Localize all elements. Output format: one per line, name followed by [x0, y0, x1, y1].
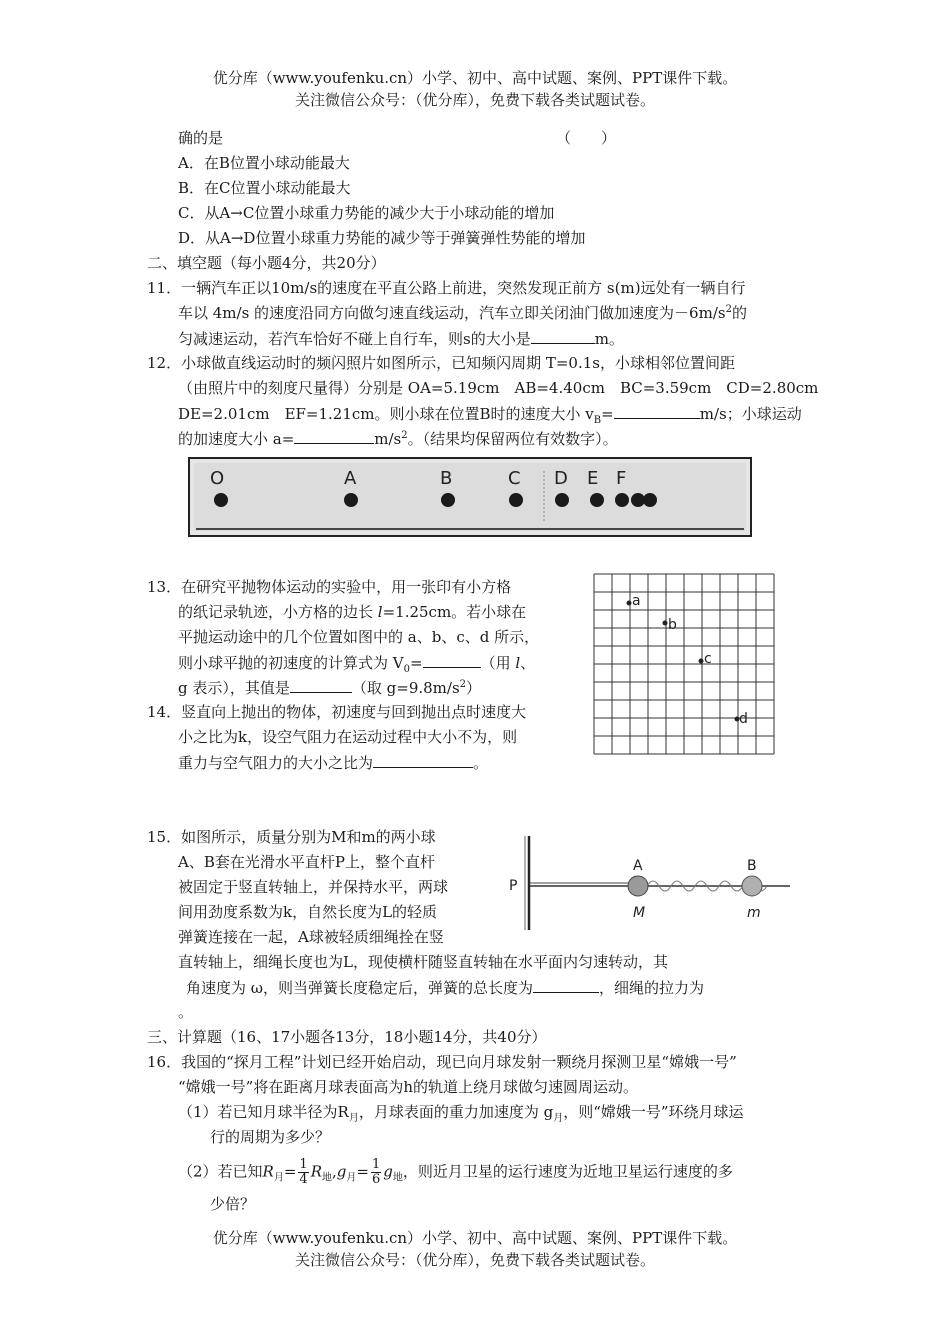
ball-h	[643, 493, 657, 507]
rotating-rod-figure	[505, 832, 795, 932]
fig-label-mass-m-upper: M	[633, 905, 646, 921]
q16-line-2: “嫦娥一号”将在距离月球表面高为h的轨道上绕月球做匀速圆周运动。	[178, 1078, 639, 1096]
q12-line-3: DE=2.01cm EF=1.21cm。则小球在位置B时的速度大小 $v_B= m/s$；小球运动	[178, 401, 802, 427]
q12-velocity-blank[interactable]	[614, 401, 700, 419]
fraction-quarter: $\frac{1}{4}$	[299, 1157, 308, 1187]
q15-line-4: 间用劲度系数为k，自然长度为L的轻质	[178, 903, 438, 921]
q13-line-1: 13．在研究平抛物体运动的实验中，用一张印有小方格	[147, 578, 512, 596]
photo-label-o: O	[210, 468, 225, 489]
photo-label-d: D	[554, 468, 568, 489]
q12-line-2: （由照片中的刻度尺量得）分别是 OA=5.19cm AB=4.40cm BC=3.59cm CD=2.80cm	[178, 379, 819, 397]
q15-length-blank[interactable]	[533, 975, 599, 993]
q16-line-1: 16．我国的“探月工程”计划已经开始启动，现已向月球发射一颗绕月探测卫星“嫦娥一号”	[147, 1053, 737, 1071]
q16-part-1: （1）若已知月球半径为$R_月$，月球表面的重力加速度为 $g_月$，则“嫦娥一号”环绕月球运	[178, 1103, 744, 1124]
ball-b	[441, 493, 455, 507]
q10-tail: 确的是	[178, 129, 224, 147]
photo-label-a: A	[344, 468, 357, 489]
ball-g	[631, 493, 645, 507]
q10-option-b: B．在C位置小球动能最大	[178, 179, 351, 197]
ball-c	[509, 493, 523, 507]
ball-d	[555, 493, 569, 507]
section-3-title: 三、计算题（16、17小题各13分，18小题14分，共40分）	[147, 1028, 547, 1046]
grid-label-b: b	[668, 617, 677, 633]
fraction-sixth: $\frac{1}{6}$	[371, 1157, 381, 1187]
q12-line-1: 12．小球做直线运动时的频闪照片如图所示，已知频闪周期 T=0.1s，小球相邻位置间距	[147, 354, 735, 372]
photo-label-e: E	[587, 468, 599, 489]
ball-e	[590, 493, 604, 507]
q16-part-1-cont: 行的周期为多少？	[210, 1128, 331, 1146]
q14-answer-blank[interactable]	[373, 750, 473, 768]
q15-line-5: 弹簧连接在一起，A球被轻质细绳拴在竖	[178, 928, 444, 946]
header-line-2: 关注微信公众号：（优分库），免费下载各类试题试卷。	[294, 91, 655, 109]
footer-line-2: 关注微信公众号：（优分库），免费下载各类试题试卷。	[294, 1251, 655, 1269]
strobe-photo	[188, 457, 752, 537]
trajectory-grid	[593, 573, 775, 773]
q11-line-2: 车以 4m/s 的速度沿同方向做匀速直线运动，汽车立即关闭油门做加速度为$-6m/s^2$的	[178, 304, 747, 322]
grid-label-a: a	[632, 593, 641, 609]
q15-line-3: 被固定于竖直转轴上，并保持水平，两球	[178, 878, 449, 896]
ball-o	[214, 493, 228, 507]
fig-label-a: A	[633, 858, 643, 874]
q12-line-4: 的加速度大小 $a= m/s^2$。（结果均保留两位有效数字）。	[178, 426, 618, 452]
grid-label-c: c	[704, 651, 712, 667]
q15-line-6: 直转轴上，细绳长度也为L，现使横杆随竖直转轴在水平面内匀速转动，其	[178, 953, 668, 971]
q14-line-1: 14．竖直向上抛出的物体，初速度与回到抛出点时速度大	[147, 703, 527, 721]
q13-formula-blank[interactable]	[423, 650, 481, 668]
fig-label-p: P	[509, 878, 518, 894]
q10-answer-paren: （ ）	[556, 129, 617, 147]
q11-line-3: 匀减速运动，若汽车恰好不碰上自行车，则s的大小是 m。	[178, 326, 624, 352]
q11-answer-blank[interactable]	[531, 326, 595, 344]
q11-line-1: 11．一辆汽车正以10m/s的速度在平直公路上前进，突然发现正前方 s(m)远处有一辆自行	[147, 279, 746, 297]
q14-line-3: 重力与空气阻力的大小之比为 。	[178, 750, 488, 776]
q13-value-blank[interactable]	[290, 675, 352, 693]
fig-label-mass-m-lower: m	[747, 905, 761, 921]
photo-label-f: F	[616, 468, 627, 489]
q10-option-a: A．在B位置小球动能最大	[178, 154, 350, 172]
photo-label-b: B	[440, 468, 453, 489]
q13-line-5: g 表示），其值是 （取 $g=9.8m/s^2$）	[178, 675, 481, 701]
fig-label-b: B	[747, 858, 757, 874]
q15-line-1: 15．如图所示，质量分别为M和m的两小球	[147, 828, 436, 846]
q15-line-8: 。	[178, 1003, 194, 1021]
ball-f	[615, 493, 629, 507]
q15-line-2: A、B套在光滑水平直杆P上，整个直杆	[178, 853, 435, 871]
q12-acceleration-blank[interactable]	[294, 426, 374, 444]
q15-line-7: 角速度为 ω，则当弹簧长度稳定后，弹簧的总长度为 ，细绳的拉力为	[186, 975, 704, 1001]
header-line-1: 优分库（www.youfenku.cn）小学、初中、高中试题、案例、PPT课件下载。	[212, 69, 738, 87]
photo-label-c: C	[508, 468, 521, 489]
q16-part-2-cont: 少倍？	[210, 1195, 256, 1213]
q13-line-2: 的纸记录轨迹，小方格的边长 l=1.25cm。若小球在	[178, 603, 527, 621]
section-2-title: 二、填空题（每小题4分，共20分）	[147, 254, 386, 272]
ball-a	[344, 493, 358, 507]
q16-part-2: （2）若已知$R_月=$ $\frac{1}{4}$ $R_地,g_月=$ $\frac{1}{6}$ $g_地$，则近月卫星的运行速度为近地卫星运行速度的多	[178, 1157, 733, 1187]
q10-option-d: D．从A→D位置小球重力势能的减少等于弹簧弹性势能的增加	[178, 229, 586, 247]
grid-label-d: d	[739, 711, 748, 727]
q13-line-4: 则小球平抛的初速度的计算式为 $V_0=$ （用 l、	[178, 650, 535, 676]
q10-option-c: C．从A→C位置小球重力势能的减少大于小球动能的增加	[178, 204, 555, 222]
footer-line-1: 优分库（www.youfenku.cn）小学、初中、高中试题、案例、PPT课件下载。	[212, 1229, 738, 1247]
q13-line-3: 平抛运动途中的几个位置如图中的 a、b、c、d 所示，	[178, 628, 540, 646]
q14-line-2: 小之比为k，设空气阻力在运动过程中大小不为，则	[178, 728, 518, 746]
